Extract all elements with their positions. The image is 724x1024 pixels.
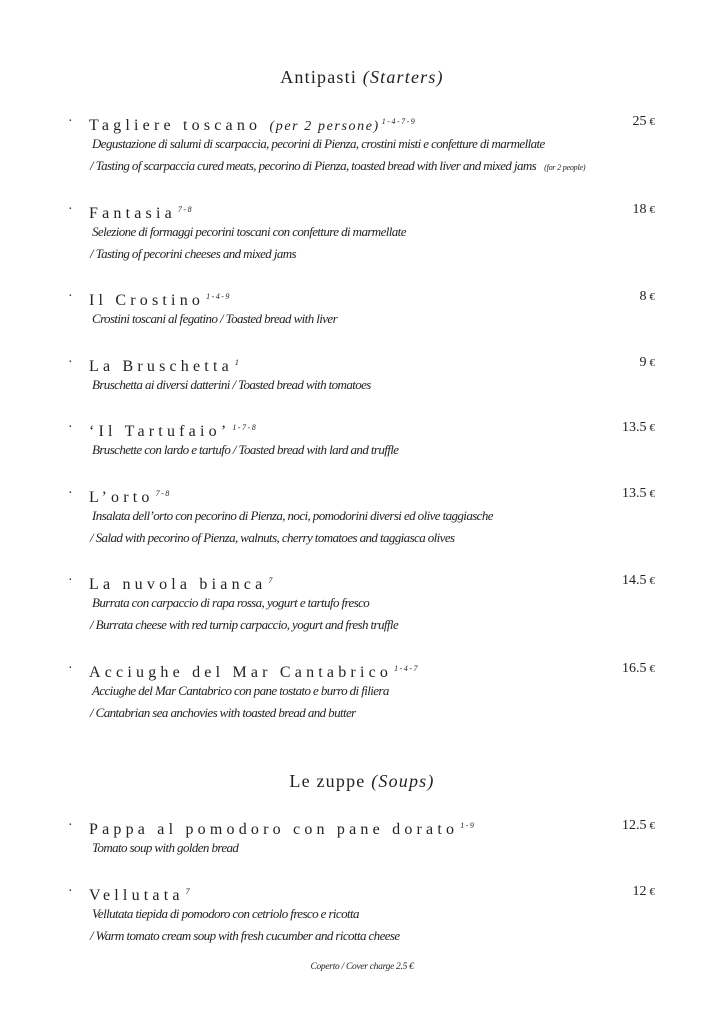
description-it: Tomato soup with golden bread: [92, 840, 239, 855]
currency: €: [649, 575, 655, 587]
description-en: [90, 702, 356, 724]
price-value: 25: [632, 114, 647, 129]
menu-item: [0, 111, 724, 177]
currency: €: [649, 820, 655, 832]
currency: €: [649, 203, 655, 216]
price-value: 16.5: [622, 660, 647, 676]
bullet-icon: ·: [68, 660, 73, 676]
item-name-text: Tagliere toscano: [89, 117, 262, 134]
bullet-icon: ·: [68, 289, 73, 304]
allergens: 1-7-8: [232, 423, 258, 432]
description-line: [0, 680, 724, 702]
description-en: [90, 243, 296, 265]
currency: €: [649, 422, 655, 434]
description-en-text: / Salad with pecorino of Pienza, walnuts, cherry tomatoes and taggiasca olives: [90, 529, 455, 545]
section-title-en: (Soups): [371, 771, 435, 791]
price-value: 12: [632, 883, 647, 899]
bullet-icon: ·: [68, 573, 73, 588]
currency: €: [649, 116, 655, 128]
item-header: [0, 111, 724, 133]
description-line: [0, 155, 724, 177]
menu-item: [0, 881, 724, 947]
item-price: [633, 199, 656, 221]
section-title-soups: [0, 768, 724, 794]
menu-item: [0, 658, 724, 724]
menu-item: [0, 286, 724, 330]
item-header: [0, 570, 724, 592]
cover-charge-note: Coperto / Cover charge 2.5 €: [310, 962, 414, 972]
currency: €: [649, 291, 655, 303]
price-value: 9: [639, 354, 647, 370]
menu-item: [0, 570, 724, 636]
description-line: [0, 903, 724, 925]
price-value: 13.5: [622, 485, 647, 501]
item-name-text: Acciughe del Mar Cantabrico: [89, 663, 393, 681]
item-header: [0, 881, 724, 903]
bullet-icon: ·: [68, 818, 73, 833]
allergens: 1-4-7-9: [381, 117, 417, 126]
bullet-icon: ·: [68, 420, 73, 435]
allergens: 1: [234, 357, 241, 367]
description-en: [90, 155, 585, 179]
item-name-text: Vellutata: [89, 886, 184, 904]
description-line: [0, 614, 724, 636]
item-price: [640, 352, 656, 374]
description-line: [0, 702, 724, 724]
item-price: [622, 483, 655, 505]
item-header: [0, 658, 724, 680]
soups-list: [0, 815, 724, 968]
item-name-text: La Bruschetta: [89, 357, 233, 375]
description-en: [90, 614, 398, 636]
description-it: Vellutata tiepida di pomodoro con cetriolo fresco e ricotta: [92, 905, 359, 921]
menu-item: [0, 352, 724, 396]
description-line: [0, 243, 724, 265]
price-value: 13.5: [622, 420, 647, 435]
price-value: 8: [639, 289, 647, 304]
description-line: [0, 527, 724, 549]
bullet-icon: ·: [68, 201, 73, 217]
menu-item: [0, 483, 724, 549]
item-price: [622, 815, 655, 837]
bullet-icon: ·: [68, 114, 73, 129]
description-line: [0, 592, 724, 614]
section-title-starters: [0, 64, 724, 90]
item-price: [633, 111, 656, 133]
menu-item: [0, 815, 724, 859]
description-it: Acciughe del Mar Cantabrico con pane tostato e burro di filiera: [92, 682, 389, 698]
description-it: Burrata con carpaccio di rapa rossa, yogurt e tartufo fresco: [92, 595, 370, 610]
description-it: Crostini toscani al fegatino / Toasted bread with liver: [92, 311, 338, 326]
item-name-text: Il Crostino: [89, 292, 205, 309]
starters-list: [0, 111, 724, 745]
allergens: 7-8: [155, 488, 171, 498]
item-name-text: L’orto: [89, 488, 154, 506]
price-value: 18: [632, 201, 647, 217]
section-title-it: Le zuppe: [289, 771, 366, 791]
allergens: 1-4-7: [394, 663, 419, 673]
item-header: [0, 417, 724, 439]
bullet-icon: ·: [68, 485, 73, 501]
item-note: (per 2 persone): [269, 119, 380, 134]
description-en-text: / Tasting of pecorini cheeses and mixed jams: [90, 245, 297, 261]
description-it: Insalata dell’orto con pecorino di Pienza, noci, pomodorini diversi ed olive taggiasche: [92, 507, 493, 523]
price-value: 14.5: [622, 573, 647, 588]
description-en-text: / Warm tomato cream soup with fresh cucumber and ricotta cheese: [90, 927, 400, 943]
menu-item: [0, 199, 724, 265]
description-line: [0, 221, 724, 243]
description-line: [0, 439, 724, 461]
section-title-en: (Starters): [362, 67, 444, 87]
allergens: 7-8: [177, 204, 194, 214]
description-en: [90, 527, 454, 549]
item-header: [0, 199, 724, 221]
item-name-text: La nuvola bianca: [89, 576, 267, 593]
description-en-text: / Tasting of scarpaccia cured meats, pecorino di Pienza, toasted bread with liver and mixed jams: [90, 158, 537, 173]
description-it: Bruschette con lardo e tartufo / Toasted bread with lard and truffle: [92, 442, 399, 457]
currency: €: [649, 356, 655, 369]
description-line: [0, 133, 724, 155]
item-name-text: ‘Il Tartufaio’: [89, 423, 231, 440]
allergens: 7: [268, 576, 274, 585]
item-name-text: Pappa al pomodoro con pane dorato: [89, 821, 459, 838]
description-it: Bruschetta ai diversi datterini / Toasted bread with tomatoes: [92, 376, 371, 392]
description-line: [0, 374, 724, 396]
item-price: [633, 881, 656, 903]
item-price: [622, 570, 655, 592]
description-en-text: / Cantabrian sea anchovies with toasted bread and butter: [90, 704, 356, 720]
item-name-text: Fantasia: [89, 204, 176, 222]
allergens: 1-9: [460, 821, 476, 830]
description-line: [0, 837, 724, 859]
description-en-text: / Burrata cheese with red turnip carpaccio, yogurt and fresh truffle: [90, 617, 399, 632]
description-en-note: (for 2 people): [544, 163, 586, 172]
description-line: [0, 308, 724, 330]
bullet-icon: ·: [68, 883, 73, 899]
item-price: [622, 417, 655, 439]
section-title-it: Antipasti: [280, 67, 358, 87]
currency: €: [649, 487, 655, 500]
price-value: 12.5: [622, 818, 647, 833]
item-price: [622, 658, 655, 680]
bullet-icon: ·: [68, 354, 73, 370]
description-en: [90, 925, 400, 947]
item-header: [0, 483, 724, 505]
description-it: Selezione di formaggi pecorini toscani con confetture di marmellate: [92, 223, 406, 239]
description-line: [0, 925, 724, 947]
item-header: [0, 352, 724, 374]
item-header: [0, 815, 724, 837]
description-it: Degustazione di salumi di scarpaccia, pecorini di Pienza, crostini misti e confetture di marmellate: [92, 136, 545, 151]
allergens: 1-4-9: [206, 292, 231, 301]
currency: €: [649, 885, 655, 898]
allergens: 7: [185, 886, 192, 896]
menu-item: [0, 417, 724, 461]
item-price: [640, 286, 656, 308]
description-line: [0, 505, 724, 527]
currency: €: [649, 662, 655, 675]
item-header: [0, 286, 724, 308]
